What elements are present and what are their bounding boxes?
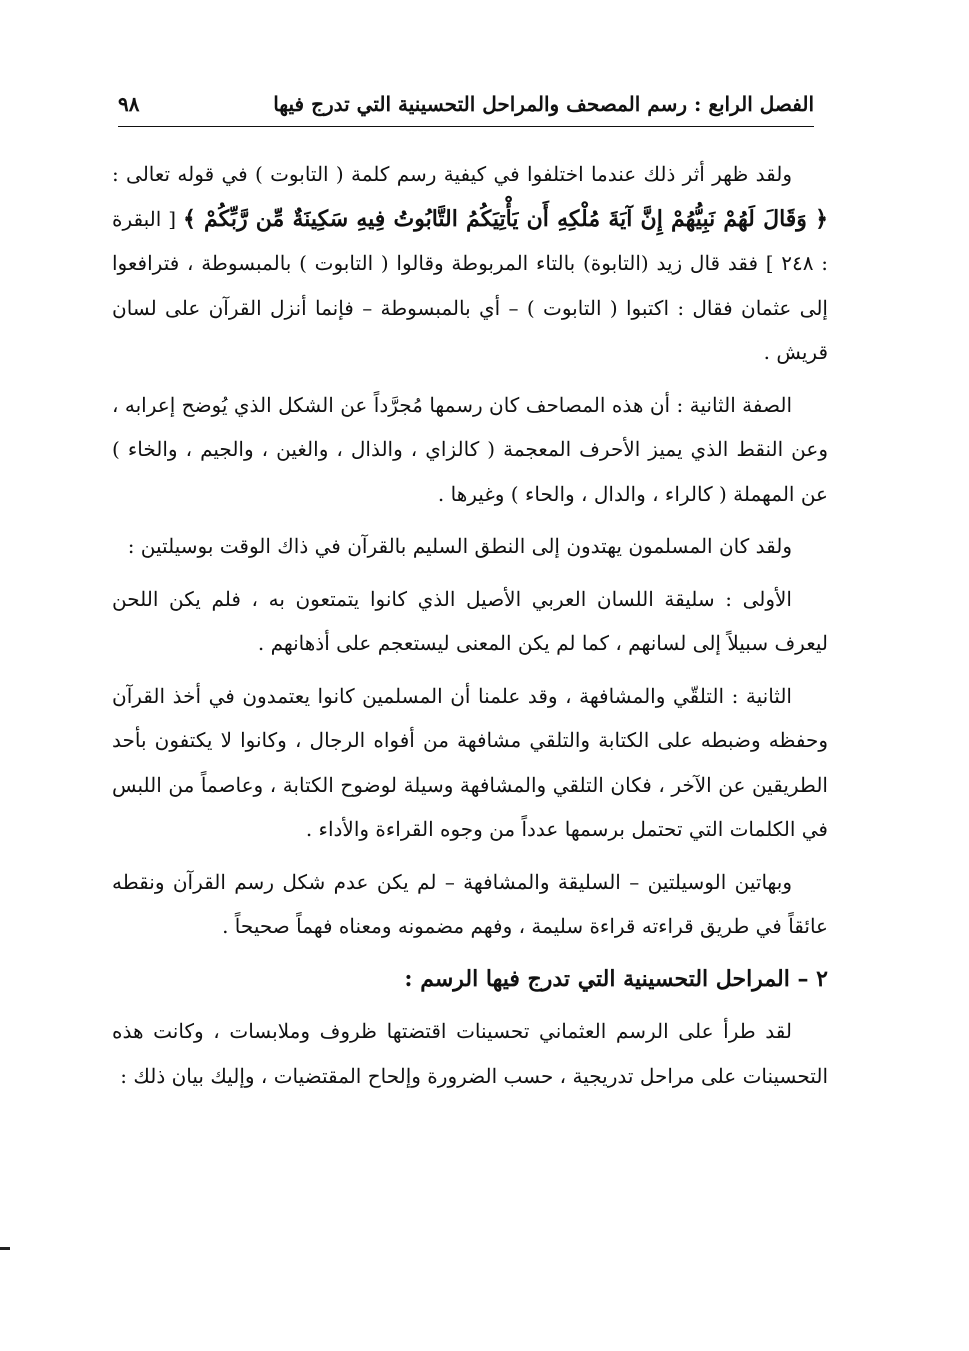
paragraph-rest: [ البقرة : ٢٤٨ ] فقد قال زيد (التابوة) بالتاء المربوطة وقالوا ( التابوت ) بالمبسوطة ، فترافعوا إلى عثمان فقال : اكتبوا ( التابوت ) – أي بالمبسوطة – فإنما أنزل القرآن على لسان قريش .: [112, 206, 828, 364]
section-heading: ٢ – المراحل التحسينية التي تدرج فيها الرسم :: [404, 965, 828, 992]
quran-verse: ﴿ وَقَالَ لَهُمْ نَبِيُّهُمْ إِنَّ آيَةَ مُلْكِهِ أَن يَأْتِيَكُمُ التَّابُوتُ فِيهِ سَكِينَةٌ مِّن رَّبِّكُمْ ﴾: [182, 205, 829, 232]
page-number: ٩٨: [118, 92, 140, 116]
paragraph-improvements: لقد طرأ على الرسم العثماني تحسينات اقتضتها ظروف وملابسات ، وكانت هذه التحسينات على مراحل تدريجية ، حسب الضرورة وإلحاح المقتضيات ، وإليك بيان ذلك :: [112, 1019, 828, 1088]
page-body: [112, 152, 828, 1106]
paragraph-two-means: ولقد كان المسلمون يهتدون إلى النطق السليم بالقرآن في ذاك الوقت بوسيلتين :: [127, 534, 792, 558]
paragraph-tabut: [112, 152, 828, 375]
scan-edge-mark: [0, 1247, 10, 1250]
paragraph-first-means: الأولى : سليقة اللسان العربي الأصيل الذي كانوا يتمتعون به ، فلم يكن اللحن ليعرف سبيلاً إلى لسانهم ، كما لم يكن المعنى ليستعجم على أذهانهم .: [112, 586, 828, 655]
running-title: الفصل الرابع : رسم المصحف والمراحل التحسينية التي تدرج فيها: [273, 92, 814, 116]
page-header: [118, 86, 814, 122]
paragraph-second-feature: الصفة الثانية : أن هذه المصاحف كان رسمها مُجرَّداً عن الشكل الذي يُوضح إعرابه ، وعن النقط الذي يميز الأحرف المعجمة ( كالزاي ، والذال ، والغين ، والجيم ، والخاء ) عن المهملة ( كالراء ، والدال ، والحاء ) وغيرها .: [112, 392, 828, 506]
paragraph-conclusion: وبهاتين الوسيلتين – السليقة والمشافهة – لم يكن عدم شكل رسم القرآن ونقطه عائقاً في طريق قراءته قراءة سليمة ، وفهم مضمونه ومعناه فهماً صحيحاً .: [112, 869, 828, 938]
paragraph-second-means: الثانية : التلقّي والمشافهة ، وقد علمنا أن المسلمين كانوا يعتمدون في أخذ القرآن وحفظه وضبطه على الكتابة والتلقي مشافهة من أفواه الرجال ، وكانوا لا يكتفون بأحد الطريقين عن الآخر ، فكان التلقي والمشافهة وسيلة لوضوح الكتابة ، وعاصماً من اللبس في الكلمات التي تحتمل برسمها عدداً من وجوه القراءة والأداء .: [112, 683, 828, 841]
header-divider: [118, 126, 814, 127]
paragraph-intro: ولقد ظهر أثر ذلك عندما اختلفوا في كيفية رسم كلمة ( التابوت ) في قوله تعالى :: [112, 162, 792, 186]
